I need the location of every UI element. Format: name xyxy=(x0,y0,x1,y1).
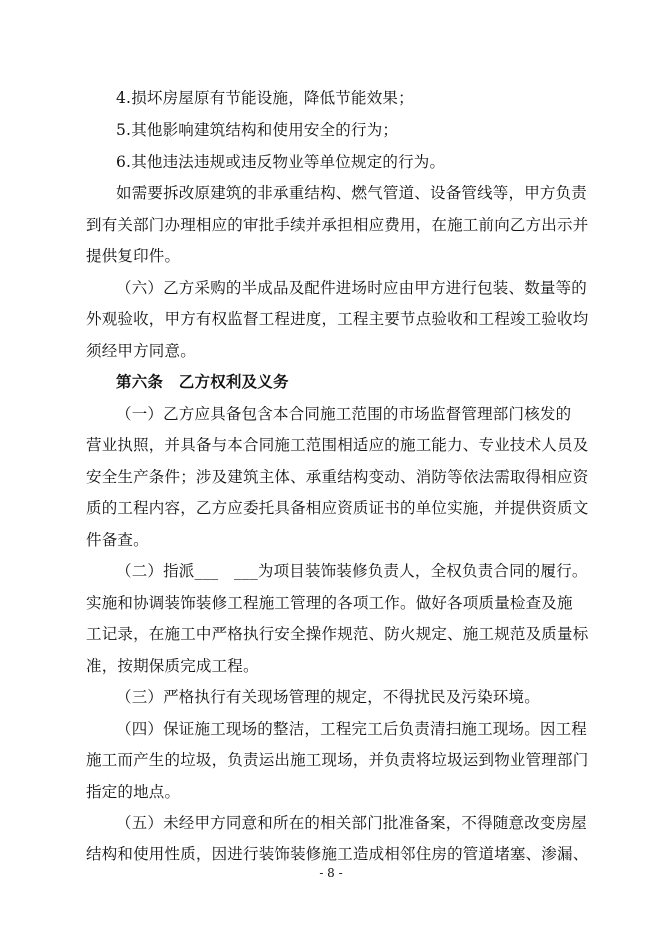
text-line: 安全生产条件；涉及建筑主体、承重结构变动、消防等依法需取得相应资 xyxy=(86,468,589,486)
text-line: （二）指派___ ___为项目装饰装修负责人，全权负责合同的履行。 xyxy=(116,562,588,580)
page-number: - 8 - xyxy=(319,866,343,880)
section-heading: 第六条 乙方权利及义务 xyxy=(116,373,289,391)
text-line: （五）未经甲方同意和所在的相关部门批准备案，不得随意改变房屋 xyxy=(116,814,588,832)
text-line: （一）乙方应具备包含本合同施工范围的市场监督管理部门核发的 xyxy=(116,405,572,423)
text-line: 指定的地点。 xyxy=(86,783,181,801)
text-line: 4.损坏房屋原有节能设施，降低节能效果； xyxy=(116,89,414,107)
text-line: 结构和使用性质，因进行装饰装修施工造成相邻住房的管道堵塞、渗漏、 xyxy=(86,845,589,863)
text-line: 营业执照，并具备与本合同施工范围相适应的施工能力、专业技术人员及 xyxy=(86,436,589,454)
text-line: （六）乙方采购的半成品及配件进场时应由甲方进行包装、数量等的 xyxy=(116,279,588,297)
text-line: 实施和协调装饰装修工程施工管理的各项工作。做好各项质量检查及施 xyxy=(86,594,573,612)
text-line: 外观验收，甲方有权监督工程进度，工程主要节点验收和工程竣工验收均 xyxy=(86,310,589,328)
text-line: 到有关部门办理相应的审批手续并承担相应费用，在施工前向乙方出示并 xyxy=(86,216,589,234)
text-line: 质的工程内容，乙方应委托具备相应资质证书的单位实施，并提供资质文 xyxy=(86,499,589,517)
text-line: 工记录，在施工中严格执行安全操作规范、防火规定、施工规范及质量标 xyxy=(86,625,589,643)
text-line: 5.其他影响建筑结构和使用安全的行为； xyxy=(116,121,399,139)
text-line: 如需要拆改原建筑的非承重结构、燃气管道、设备管线等，甲方负责 xyxy=(116,184,588,202)
text-line: （四）保证施工现场的整洁，工程完工后负责清扫施工现场。因工程 xyxy=(116,720,588,738)
text-line: 须经甲方同意。 xyxy=(86,342,196,360)
text-line: 6.其他违法违规或违反物业等单位规定的行为。 xyxy=(116,153,446,171)
text-line: 提供复印件。 xyxy=(86,247,181,265)
text-line: 准，按期保质完成工程。 xyxy=(86,657,259,675)
text-line: 件备查。 xyxy=(86,531,149,549)
text-line: （三）严格执行有关现场管理的规定，不得扰民及污染环境。 xyxy=(116,688,540,706)
text-line: 施工而产生的垃圾，负责运出施工现场，并负责将垃圾运到物业管理部门 xyxy=(86,751,589,769)
